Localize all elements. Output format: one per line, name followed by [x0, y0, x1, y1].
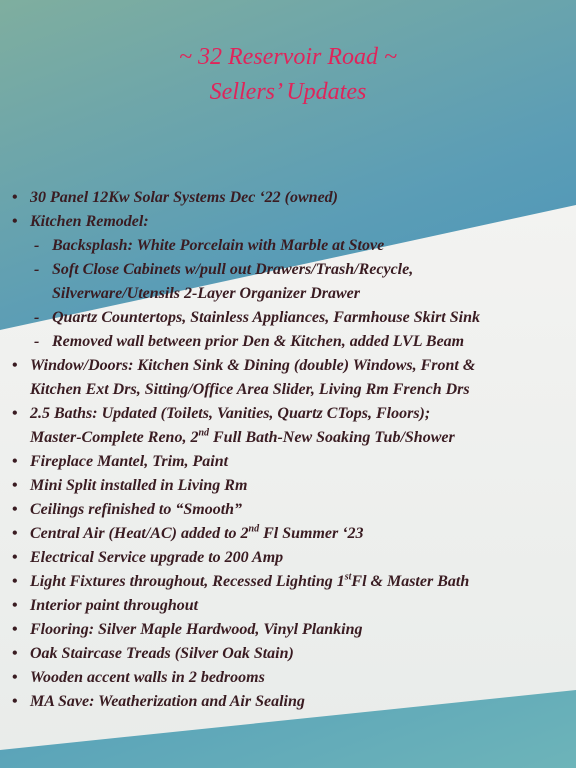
text-fragment: Fl Summer ‘23	[259, 525, 364, 542]
dash-marker: -	[34, 261, 40, 278]
list-item-central-air	[12, 522, 568, 546]
dash-marker: -	[34, 333, 40, 350]
list-item-solar: • 30 Panel 12Kw Solar Systems Dec ‘22 (owned)	[12, 186, 568, 210]
list-item-minisplit: • Mini Split installed in Living Rm	[12, 474, 568, 498]
sub-item-wall	[12, 330, 568, 354]
list-item-staircase: • Oak Staircase Treads (Silver Oak Stain)	[12, 642, 568, 666]
list-item-kitchen: • Kitchen Remodel:	[12, 210, 568, 234]
superscript: st	[344, 571, 352, 583]
list-item-masave: • MA Save: Weatherization and Air Sealing	[12, 690, 568, 714]
list-item-flooring: • Flooring: Silver Maple Hardwood, Vinyl Planking	[12, 618, 568, 642]
dash-marker: -	[34, 237, 40, 254]
dash-marker: -	[34, 309, 40, 326]
text-fragment: Light Fixtures throughout, Recessed Lighting 1	[30, 573, 345, 590]
updates-list	[12, 186, 568, 714]
sub-item-cabinets	[12, 258, 568, 282]
text-fragment: Master-Complete Reno, 2	[30, 429, 199, 446]
superscript: nd	[248, 523, 260, 535]
text-fragment: Full Bath-New Soaking Tub/Shower	[209, 429, 455, 446]
list-item-lighting	[12, 570, 568, 594]
text-fragment: Central Air (Heat/AC) added to 2	[30, 525, 249, 542]
list-item-baths-cont	[12, 426, 568, 450]
title-address: ~ 32 Reservoir Road ~	[179, 44, 397, 70]
list-item-baths: • 2.5 Baths: Updated (Toilets, Vanities, Quartz CTops, Floors);	[12, 402, 568, 426]
sub-item-text: Soft Close Cabinets w/pull out Drawers/Trash/Recycle,	[52, 261, 414, 278]
title-subtitle: Sellers’ Updates	[209, 78, 367, 105]
list-item-paint: • Interior paint throughout	[12, 594, 568, 618]
list-item-fireplace: • Fireplace Mantel, Trim, Paint	[12, 450, 568, 474]
list-item-windows: • Window/Doors: Kitchen Sink & Dining (double) Windows, Front &	[12, 354, 568, 378]
list-item-electrical: • Electrical Service upgrade to 200 Amp	[12, 546, 568, 570]
sub-item-text: Backsplash: White Porcelain with Marble at Stove	[52, 237, 385, 254]
list-item-ceilings: • Ceilings refinished to “Smooth”	[12, 498, 568, 522]
sub-item-text: Quartz Countertops, Stainless Appliances, Farmhouse Skirt Sink	[52, 309, 480, 326]
sub-item-quartz	[12, 306, 568, 330]
list-item-windows-cont: Kitchen Ext Drs, Sitting/Office Area Slider, Living Rm French Drs	[30, 381, 470, 398]
sub-item-backsplash	[12, 234, 568, 258]
flyer-title	[0, 40, 576, 110]
sub-item-text: Removed wall between prior Den & Kitchen, added LVL Beam	[52, 333, 465, 350]
superscript: nd	[198, 427, 209, 439]
list-item-accent-walls: • Wooden accent walls in 2 bedrooms	[12, 666, 568, 690]
sub-item-cabinets-cont: Silverware/Utensils 2-Layer Organizer Drawer	[52, 285, 360, 302]
text-fragment: Fl & Master Bath	[351, 573, 470, 590]
